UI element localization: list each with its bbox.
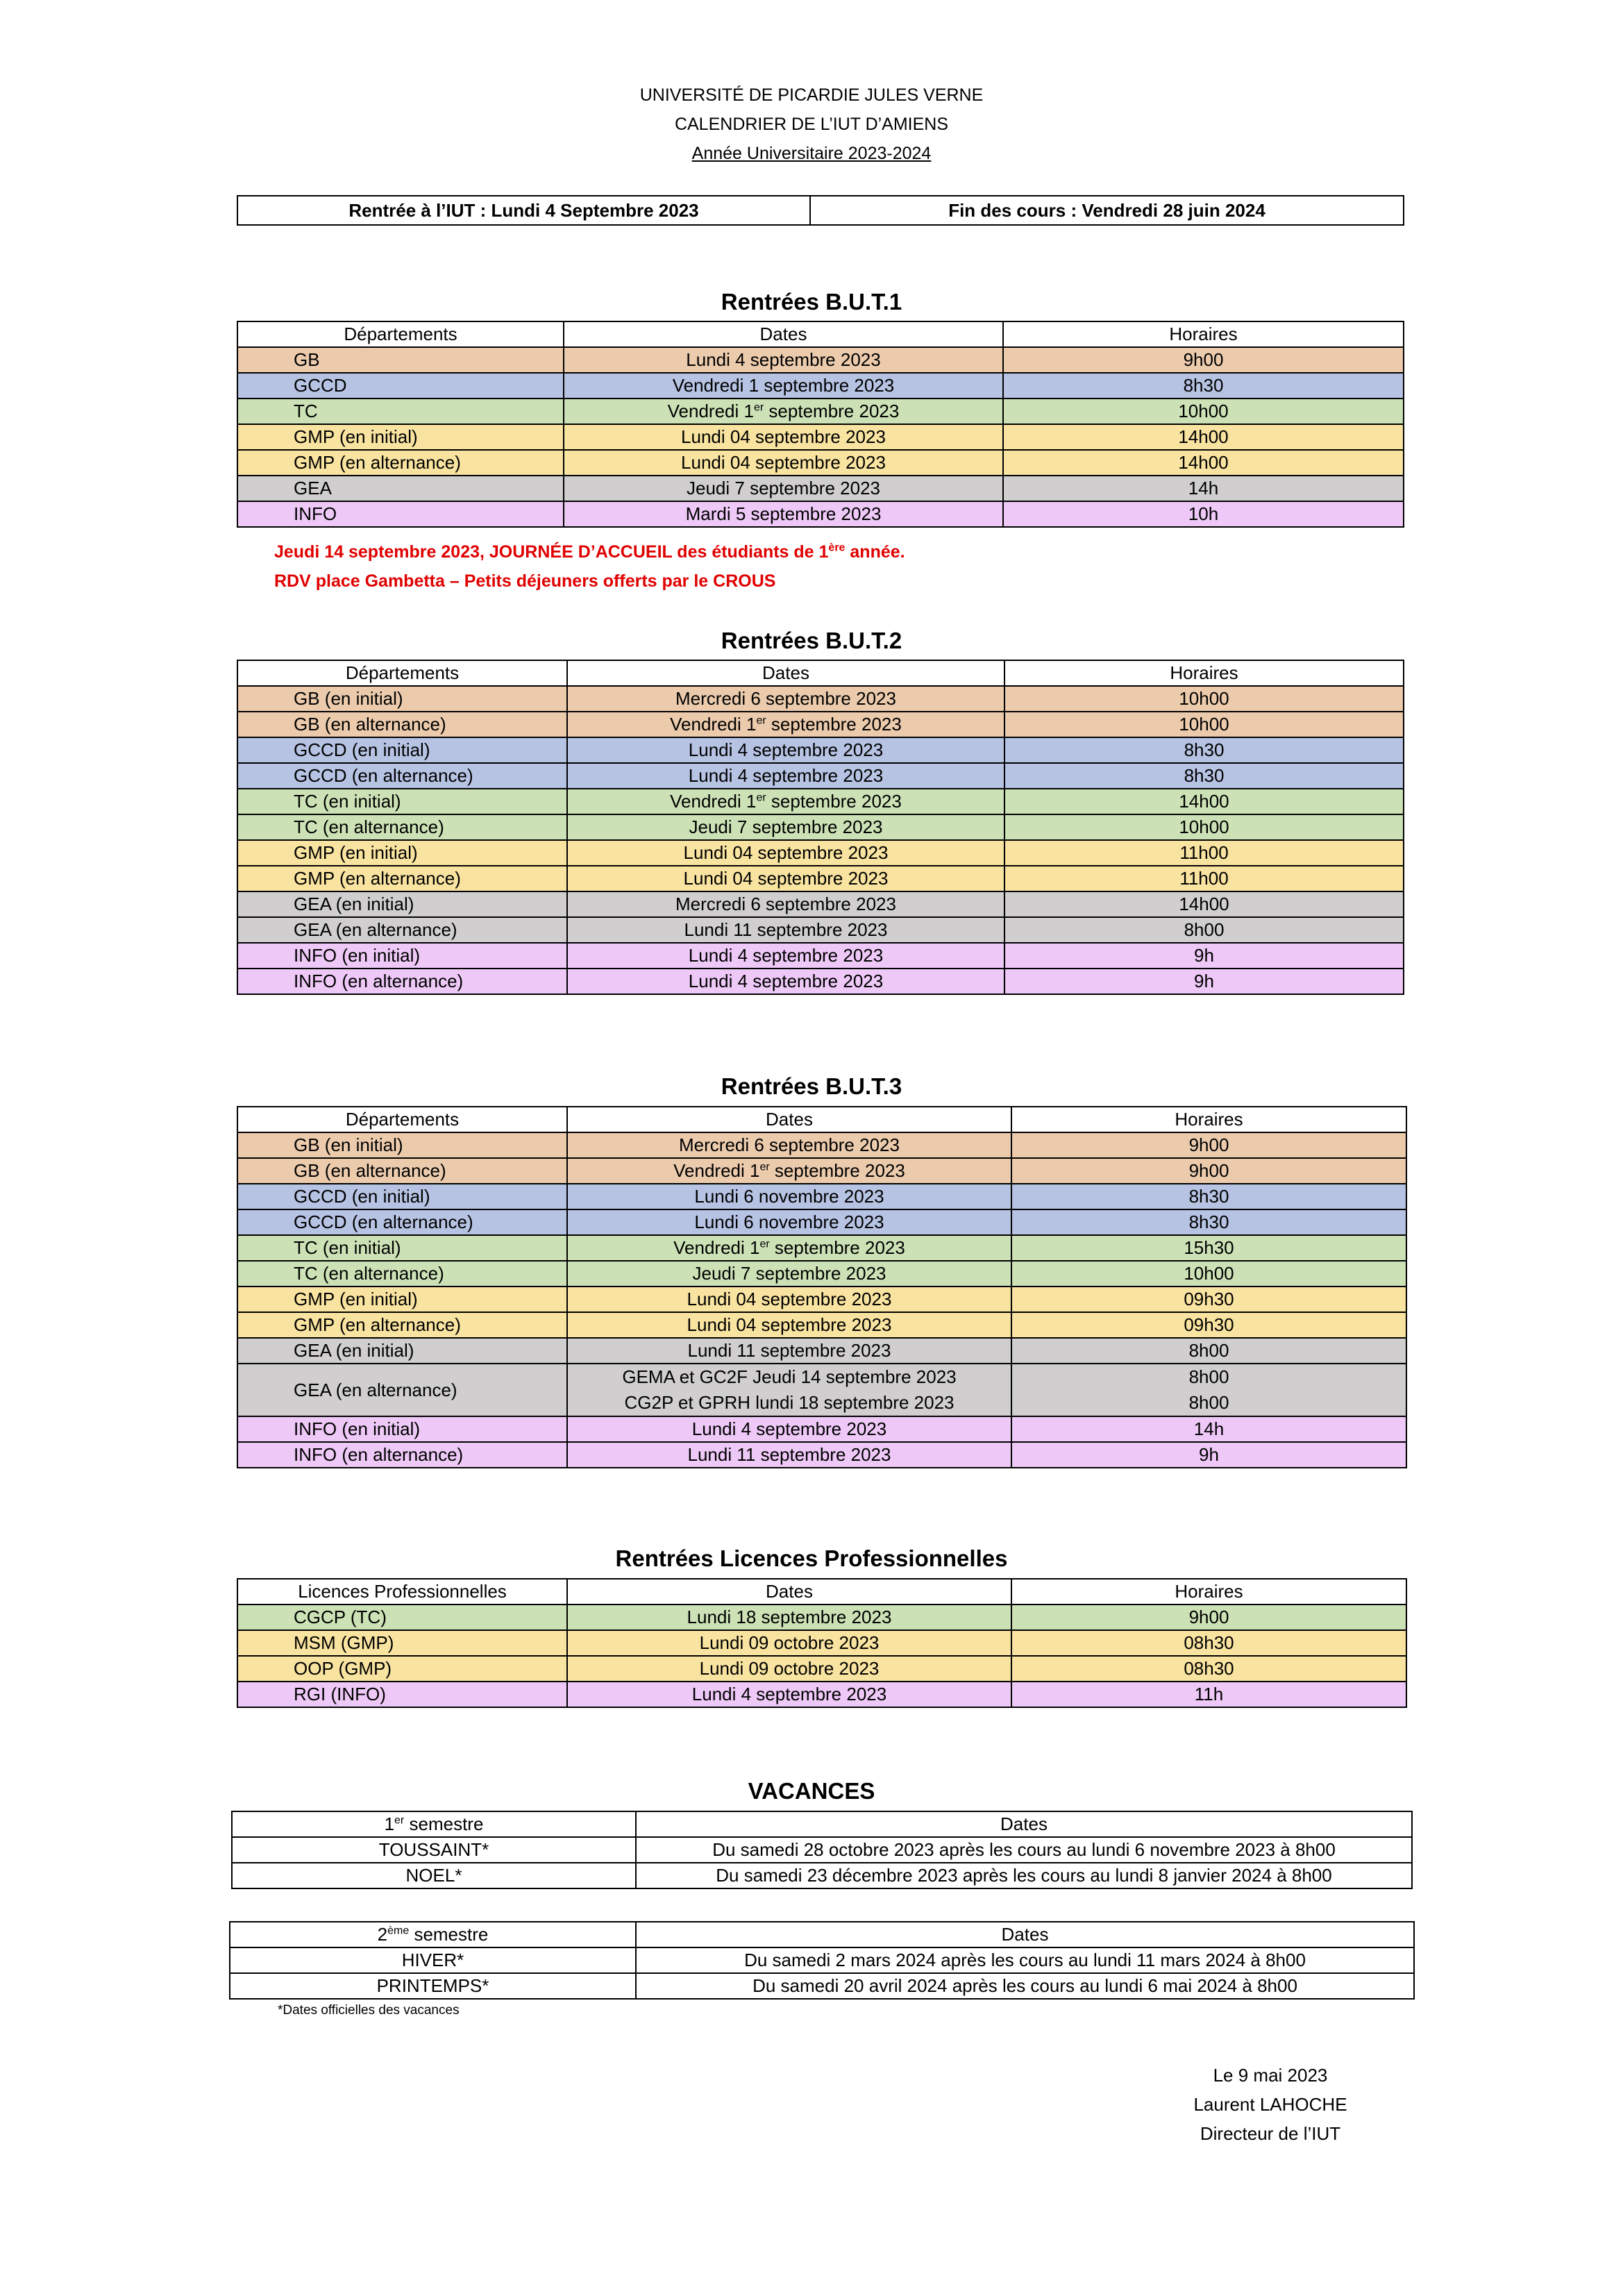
date-cell: Lundi 04 septembre 2023 [567,1312,1011,1338]
banner-table [237,195,1404,226]
table-row [237,1184,1406,1209]
table-row [237,373,1404,399]
academic-year: Année Universitaire 2023-2024 [691,144,932,163]
vacances-s1-table [231,1811,1413,1889]
time-cell: 8h00 [1004,917,1404,943]
date-cell: Vendredi 1er septembre 2023 [567,712,1004,737]
date-cell: Lundi 04 septembre 2023 [564,424,1003,450]
col-header-horaires: Horaires [1004,660,1404,686]
date-cell: Lundi 4 septembre 2023 [564,347,1003,373]
semester1-header: 1er semestre [232,1811,636,1837]
dept-cell: TC (en alternance) [237,1261,567,1287]
date-cell: Jeudi 7 septembre 2023 [564,476,1003,501]
col-header-dates: Dates [636,1922,1414,1947]
university-name: UNIVERSITÉ DE PICARDIE JULES VERNE [639,85,984,105]
dept-cell: INFO (en initial) [237,943,567,969]
but1-table [237,321,1404,528]
time-cell: 11h00 [1004,840,1404,866]
dept-cell: GEA [237,476,564,501]
date-cell: Lundi 4 septembre 2023 [567,1416,1011,1442]
time-cell: 8h30 [1003,373,1404,399]
date-cell: Lundi 4 septembre 2023 [567,969,1004,994]
dept-cell: GB (en alternance) [237,1158,567,1184]
time-cell: 8h30 [1004,737,1404,763]
time-cell: 09h30 [1011,1287,1406,1312]
holiday-name: HIVER* [230,1947,636,1973]
but3-title: Rentrées B.U.T.3 [721,1073,902,1099]
dept-cell: GMP (en alternance) [237,1312,567,1338]
table-row [232,1837,1412,1863]
dept-cell: TC (en initial) [237,1235,567,1261]
col-header-dates: Dates [567,1579,1011,1604]
holiday-name: PRINTEMPS* [230,1973,636,1999]
date-cell: Lundi 04 septembre 2023 [564,450,1003,476]
dept-cell: INFO (en alternance) [237,1442,567,1468]
dept-cell: GB (en initial) [237,1132,567,1158]
table-row [237,763,1404,789]
date-cell: Vendredi 1er septembre 2023 [567,789,1004,814]
time-cell: 14h [1011,1416,1406,1442]
table-row [237,1338,1406,1364]
time-cell: 14h [1003,476,1404,501]
table-row [237,943,1404,969]
table-row [237,1312,1406,1338]
time-cell: 14h00 [1004,789,1404,814]
date-cell: Lundi 09 octobre 2023 [567,1656,1011,1682]
dept-cell: TC [237,399,564,424]
date-cell: Lundi 18 septembre 2023 [567,1604,1011,1630]
semester2-header: 2ème semestre [230,1922,636,1947]
time-cell: 10h00 [1004,686,1404,712]
time-cell: 9h [1011,1442,1406,1468]
dept-cell: INFO [237,501,564,527]
table-row [237,866,1404,891]
table-row [237,814,1404,840]
welcome-day-notice: Jeudi 14 septembre 2023, JOURNÉE D’ACCUEIL des étudiants de 1ère année. [274,542,905,562]
time-cell: 8h30 [1011,1209,1406,1235]
dept-cell: GEA (en initial) [237,1338,567,1364]
time-cell: 14h00 [1004,891,1404,917]
lp-table [237,1578,1407,1708]
date-cell: Lundi 6 novembre 2023 [567,1209,1011,1235]
date-cell: Lundi 04 septembre 2023 [567,840,1004,866]
table-row [237,917,1404,943]
dept-cell: GEA (en initial) [237,891,567,917]
dept-cell: GB (en alternance) [237,712,567,737]
col-header-departements: Départements [237,321,564,347]
vacances-footnote: *Dates officielles des vacances [278,2003,460,2018]
time-cell: 8h30 [1004,763,1404,789]
table-row [232,1863,1412,1888]
date-cell: Mardi 5 septembre 2023 [564,501,1003,527]
table-row [230,1973,1414,1999]
col-header-dates: Dates [564,321,1003,347]
date-cell: Lundi 11 septembre 2023 [567,917,1004,943]
col-header-horaires: Horaires [1011,1107,1406,1132]
time-cell: 14h00 [1003,424,1404,450]
date-cell: Vendredi 1 septembre 2023 [564,373,1003,399]
meeting-point-notice: RDV place Gambetta – Petits déjeuners offerts par le CROUS [274,571,776,591]
dept-cell: TC (en initial) [237,789,567,814]
table-row [230,1947,1414,1973]
table-row [237,501,1404,527]
table-row [237,1630,1406,1656]
time-cell: 10h00 [1004,712,1404,737]
table-row [237,891,1404,917]
date-cell: Vendredi 1er septembre 2023 [564,399,1003,424]
table-row [237,1416,1406,1442]
col-header-dates: Dates [567,660,1004,686]
dept-cell: GMP (en initial) [237,1287,567,1312]
col-header-departements: Départements [237,660,567,686]
calendar-title: CALENDRIER DE L’IUT D’AMIENS [674,115,949,134]
table-row [237,1656,1406,1682]
time-cell: 15h30 [1011,1235,1406,1261]
dept-cell: INFO (en alternance) [237,969,567,994]
dept-cell: GEA (en alternance) [237,917,567,943]
date-cell: Lundi 4 septembre 2023 [567,1682,1011,1707]
holiday-dates: Du samedi 28 octobre 2023 après les cours au lundi 6 novembre 2023 à 8h00 [636,1837,1412,1863]
table-row [237,1604,1406,1630]
table-row [237,686,1404,712]
time-cell: 11h [1011,1682,1406,1707]
but3-table [237,1106,1407,1468]
but2-table [237,660,1404,995]
table-row [237,969,1404,994]
signature-date: Le 9 mai 2023 [1213,2065,1328,2086]
holiday-dates: Du samedi 23 décembre 2023 après les cours au lundi 8 janvier 2024 à 8h00 [636,1863,1412,1888]
col-header-dates: Dates [636,1811,1412,1837]
vacances-s2-table [229,1921,1415,2000]
col-header-licences: Licences Professionnelles [237,1579,567,1604]
date-cell: Lundi 4 septembre 2023 [567,737,1004,763]
date-cell: Lundi 11 septembre 2023 [567,1442,1011,1468]
table-row [237,712,1404,737]
table-row [237,399,1404,424]
date-cell: Vendredi 1er septembre 2023 [567,1235,1011,1261]
signature-role: Directeur de l’IUT [1200,2123,1341,2144]
dept-cell: TC (en alternance) [237,814,567,840]
date-cell: Vendredi 1er septembre 2023 [567,1158,1011,1184]
but1-title: Rentrées B.U.T.1 [721,289,902,315]
table-row [237,789,1404,814]
dept-cell: GCCD (en initial) [237,1184,567,1209]
table-row [237,1364,1406,1416]
dept-cell: GCCD (en alternance) [237,763,567,789]
table-row [237,1235,1406,1261]
date-cell: Jeudi 7 septembre 2023 [567,814,1004,840]
time-cell: 09h30 [1011,1312,1406,1338]
table-row [237,450,1404,476]
dept-cell: GMP (en initial) [237,424,564,450]
dept-cell: GEA (en alternance) [237,1364,567,1416]
dept-cell: GB [237,347,564,373]
date-cell: Lundi 09 octobre 2023 [567,1630,1011,1656]
dept-cell: GB (en initial) [237,686,567,712]
table-row [237,1287,1406,1312]
table-row [237,476,1404,501]
time-cell: 10h [1003,501,1404,527]
col-header-dates: Dates [567,1107,1011,1132]
dept-cell: OOP (GMP) [237,1656,567,1682]
holiday-name: TOUSSAINT* [232,1837,636,1863]
time-cell: 9h00 [1011,1158,1406,1184]
col-header-departements: Départements [237,1107,567,1132]
time-cell: 8h30 [1011,1184,1406,1209]
time-cell: 10h00 [1004,814,1404,840]
dept-cell: RGI (INFO) [237,1682,567,1707]
table-row [237,1682,1406,1707]
date-cell: GEMA et GC2F Jeudi 14 septembre 2023 CG2P et GPRH lundi 18 septembre 2023 [567,1364,1011,1416]
table-row [237,1442,1406,1468]
dept-cell: GMP (en alternance) [237,450,564,476]
time-cell: 14h00 [1003,450,1404,476]
table-row [237,840,1404,866]
table-row [237,347,1404,373]
dept-cell: CGCP (TC) [237,1604,567,1630]
dept-cell: GCCD (en alternance) [237,1209,567,1235]
time-cell: 10h00 [1003,399,1404,424]
lp-title: Rentrées Licences Professionnelles [615,1545,1008,1571]
time-cell: 9h00 [1003,347,1404,373]
date-cell: Lundi 4 septembre 2023 [567,763,1004,789]
time-cell: 9h00 [1011,1132,1406,1158]
dept-cell: GMP (en initial) [237,840,567,866]
holiday-name: NOEL* [232,1863,636,1888]
table-row [237,424,1404,450]
signature-name: Laurent LAHOCHE [1193,2094,1347,2115]
holiday-dates: Du samedi 2 mars 2024 après les cours au lundi 11 mars 2024 à 8h00 [636,1947,1414,1973]
date-cell: Lundi 11 septembre 2023 [567,1338,1011,1364]
holiday-dates: Du samedi 20 avril 2024 après les cours au lundi 6 mai 2024 à 8h00 [636,1973,1414,1999]
table-row [237,1158,1406,1184]
date-cell: Lundi 6 novembre 2023 [567,1184,1011,1209]
date-cell: Mercredi 6 septembre 2023 [567,891,1004,917]
signature-block [1138,2061,1402,2148]
time-cell: 8h00 8h00 [1011,1364,1406,1416]
date-cell: Lundi 04 septembre 2023 [567,1287,1011,1312]
date-cell: Mercredi 6 septembre 2023 [567,686,1004,712]
dept-cell: GMP (en alternance) [237,866,567,891]
col-header-horaires: Horaires [1011,1579,1406,1604]
col-header-horaires: Horaires [1003,321,1404,347]
time-cell: 08h30 [1011,1630,1406,1656]
dept-cell: GCCD (en initial) [237,737,567,763]
dept-cell: INFO (en initial) [237,1416,567,1442]
dept-cell: MSM (GMP) [237,1630,567,1656]
table-row [237,1209,1406,1235]
time-cell: 8h00 [1011,1338,1406,1364]
but2-title: Rentrées B.U.T.2 [721,628,902,653]
time-cell: 9h [1004,943,1404,969]
time-cell: 10h00 [1011,1261,1406,1287]
rentree-date: Rentrée à l’IUT : Lundi 4 Septembre 2023 [237,196,810,225]
document-header [0,81,1623,169]
date-cell: Lundi 4 septembre 2023 [567,943,1004,969]
time-cell: 9h [1004,969,1404,994]
table-row [237,737,1404,763]
time-cell: 08h30 [1011,1656,1406,1682]
time-cell: 9h00 [1011,1604,1406,1630]
date-cell: Lundi 04 septembre 2023 [567,866,1004,891]
dept-cell: GCCD [237,373,564,399]
end-of-classes-date: Fin des cours : Vendredi 28 juin 2024 [810,196,1404,225]
table-row [237,1132,1406,1158]
vacances-title: VACANCES [748,1778,875,1804]
date-cell: Mercredi 6 septembre 2023 [567,1132,1011,1158]
date-cell: Jeudi 7 septembre 2023 [567,1261,1011,1287]
table-row [237,1261,1406,1287]
time-cell: 11h00 [1004,866,1404,891]
